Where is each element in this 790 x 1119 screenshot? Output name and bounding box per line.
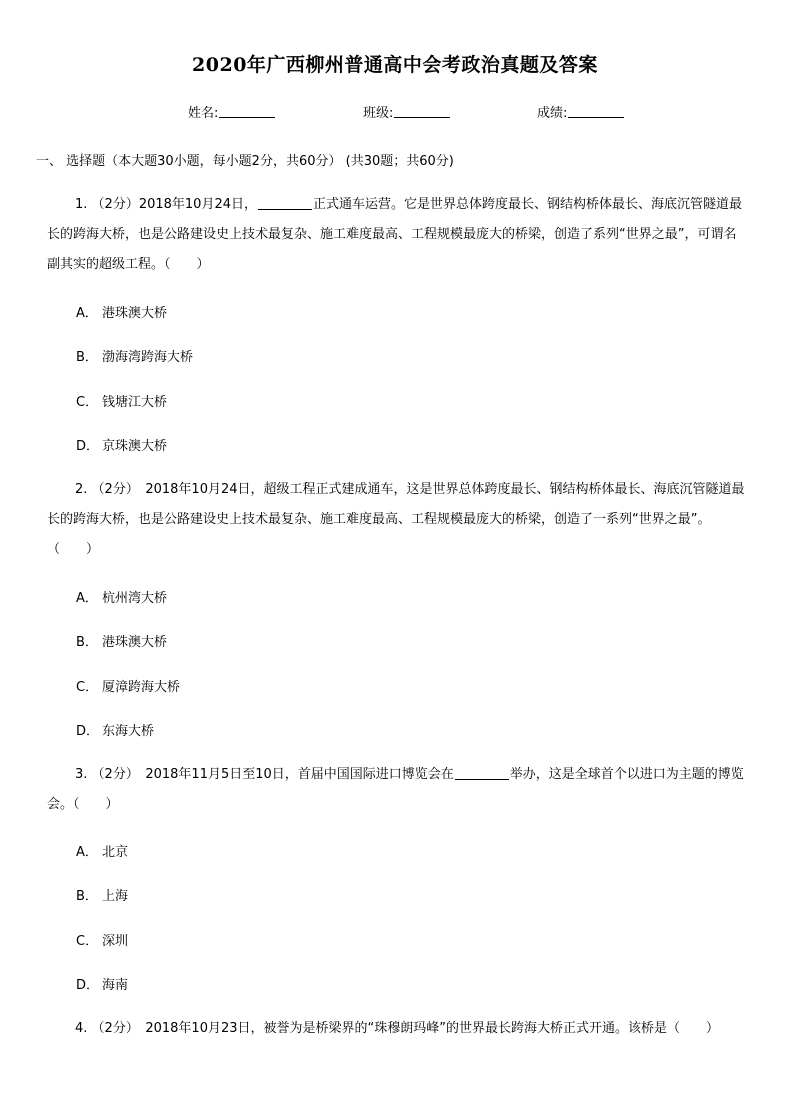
option-d[interactable]: D． 京珠澳大桥 [76, 439, 168, 454]
score-field [537, 102, 624, 121]
option-b[interactable]: B． 渤海湾跨海大桥 [76, 350, 194, 365]
student-info-row [0, 102, 790, 124]
class-label: 班级: [363, 106, 394, 121]
class-field [363, 102, 450, 121]
question-text: 2018年10月24日，超级工程正式建成通车，这是世界总体跨度最长、钢结构桥体最长、海底沉管隧道最长的跨海大桥，也是公路建设史上技术最复杂、施工难度最高、工程规模最庞大的桥梁，创造了一系列“世界之最”。（ ） [47, 482, 745, 557]
question-number: 2. [75, 482, 88, 497]
question-3 [47, 760, 747, 820]
question-text: 2018年11月5日至10日，首届中国国际进口博览会在 [145, 767, 454, 782]
question-4 [47, 1014, 747, 1044]
question-text: 2018年10月24日， [138, 197, 257, 212]
class-blank [394, 105, 450, 118]
question-1 [47, 190, 747, 280]
name-field [188, 102, 275, 121]
question-text-continued: 举办，这是全球首个以进口为主题的博览会。（ ） [47, 767, 744, 812]
question-number: 4. [75, 1021, 88, 1036]
option-c[interactable]: C． 厦漳跨海大桥 [76, 680, 181, 695]
option-b[interactable]: B． 港珠澳大桥 [76, 635, 168, 650]
question-number: 1. [75, 197, 88, 212]
question-score: （2分） [91, 1021, 133, 1036]
option-a[interactable]: A． 港珠澳大桥 [76, 306, 168, 321]
name-blank [219, 105, 275, 118]
option-d[interactable]: D． 东海大桥 [76, 724, 155, 739]
option-c[interactable]: C． 深圳 [76, 934, 129, 949]
question-score: （2分） [91, 767, 133, 782]
question-score: （2分） [91, 197, 139, 212]
section-heading: 一、 选择题（本大题30小题，每小题2分，共60分） (共30题；共60分) [36, 154, 454, 169]
name-label: 姓名: [188, 106, 219, 121]
option-d[interactable]: D． 海南 [76, 978, 129, 993]
question-number: 3. [75, 767, 88, 782]
answer-blank [455, 765, 509, 780]
score-label: 成绩: [537, 106, 568, 121]
question-text-continued: 正式通车运营。它是世界总体跨度最长、钢结构桥体最长、海底沉管隧道最长的跨海大桥，也是公路建设史上技术最复杂、施工难度最高、工程规模最庞大的桥梁，创造了系列“世界之最”，可谓名副其实的超级工程。（ ） [47, 197, 743, 272]
option-a[interactable]: A． 杭州湾大桥 [76, 591, 168, 606]
answer-blank [258, 195, 312, 210]
option-b[interactable]: B． 上海 [76, 889, 129, 904]
document-title: 2020年广西柳州普通高中会考政治真题及答案 [192, 54, 598, 76]
question-text: 2018年10月23日，被誉为是桥梁界的“珠穆朗玛峰”的世界最长跨海大桥正式开通。该桥是（ ） [145, 1021, 719, 1036]
score-blank [568, 105, 624, 118]
option-c[interactable]: C． 钱塘江大桥 [76, 395, 168, 410]
question-2 [47, 475, 747, 565]
option-a[interactable]: A． 北京 [76, 845, 129, 860]
question-score: （2分） [91, 482, 133, 497]
